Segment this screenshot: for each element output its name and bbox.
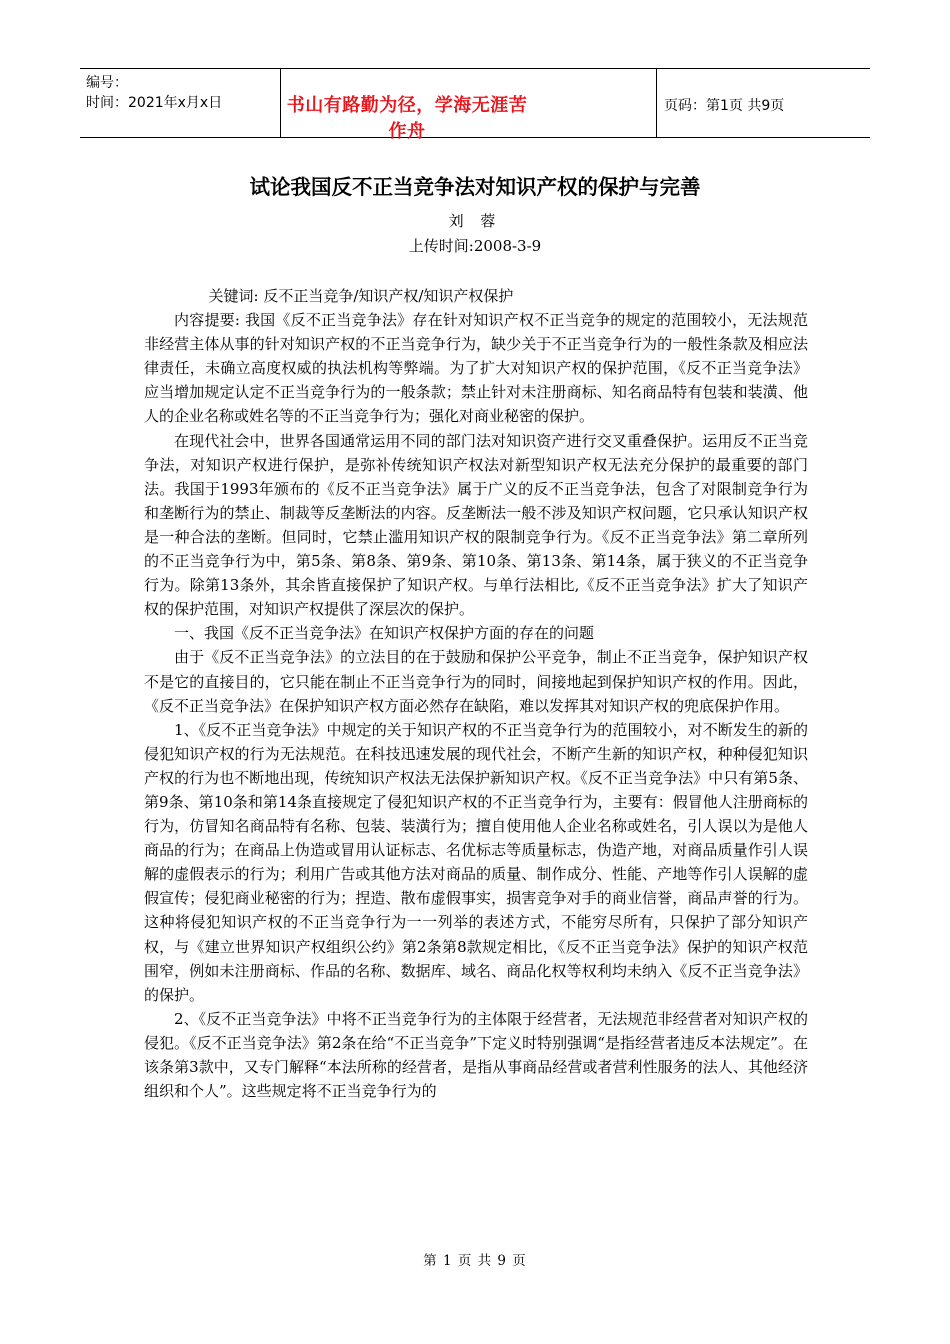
page-footer: 第 1 页 共 9 页 [423, 1253, 527, 1269]
document-header [80, 68, 870, 142]
paragraph: 2、《反不正当竞争法》中将不正当竞争行为的主体限于经营者，无法规范非经营者对知识产权的侵犯。《反不正当竞争法》第2条在给“不正当竞争”下定义时特别强调“是指经营者违反本法规定”。在该条第3款中，又专门解释“本法所称的经营者，是指从事商品经营或者营利性服务的法人、其他经济组织和个人”。这些规定将不正当竞争行为的 [144, 1009, 808, 1101]
article-title: 试论我国反不正当竞争法对知识产权的保护与完善 [249, 175, 701, 199]
article-author: 刘 蓉 [448, 212, 502, 230]
paragraph: 在现代社会中，世界各国通常运用不同的部门法对知识资产进行交叉重叠保护。运用反不正当竞争法，对知识产权进行保护，是弥补传统知识产权法对新型知识产权无法充分保护的最重要的部门法。我国于1993年颁布的《反不正当竞争法》属于广义的反不正当竞争法，包含了对限制竞争行为和垄断行为的禁止、制裁等反垄断法的内容。反垄断法一般不涉及知识产权问题，它只承认知识产权是一种合法的垄断。但同时，它禁止滥用知识产权的限制竞争行为。《反不正当竞争法》第二章所列的不正当竞争行为中，第5条、第8条、第9条、第10条、第13条、第14条，属于狭义的不正当竞争行为。除第13条外，其余皆直接保护了知识产权。与单行法相比,《反不正当竞争法》扩大了知识产权的保护范围，对知识产权提供了深层次的保护。 [144, 431, 808, 619]
upload-date: 上传时间:2008-3-9 [408, 237, 542, 255]
keywords: 关键词: 反不正当竞争/知识产权/知识产权保护 [208, 287, 514, 305]
paragraph: 由于《反不正当竞争法》的立法目的在于鼓励和保护公平竞争，制止不正当竞争，保护知识产权不是它的直接目的，它只能在制止不正当竞争行为的同时，间接地起到保护知识产权的作用。因此，《反不正当竞争法》在保护知识产权方面必然存在缺陷，难以发挥其对知识产权的兜底保护作用。 [144, 648, 808, 715]
number-label: 编号： [86, 75, 128, 91]
section-heading: 一、我国《反不正当竞争法》在知识产权保护方面的存在的问题 [174, 624, 595, 643]
header-motto: 书山有路勤为径，学海无涯苦作舟 [286, 95, 528, 142]
header-page-info: 页码：第1页 共9页 [664, 98, 785, 114]
article-body [144, 284, 808, 1103]
time-label: 时间：2021年x月x日 [86, 95, 223, 111]
paragraph: 1、《反不正当竞争法》中规定的关于知识产权的不正当竞争行为的范围较小，对不断发生的新的侵犯知识产权的行为无法规范。在科技迅速发展的现代社会，不断产生新的知识产权，种种侵犯知识产权的行为也不断地出现，传统知识产权法无法保护新知识产权。《反不正当竞争法》中只有第5条、第9条、第10条和第14条直接规定了侵犯知识产权的不正当竞争行为，主要有：假冒他人注册商标的行为，仿冒知名商品特有名称、包装、装潢行为；擅自使用他人企业名称或姓名，引人误以为是他人商品的行为；在商品上伪造或冒用认证标志、名优标志等质量标志，伪造产地，对商品质量作引人误解的虚假表示的行为；利用广告或其他方法对商品的质量、制作成分、性能、产地等作引人误解的虚假宣传；侵犯商业秘密的行为；捏造、散布虚假事实，损害竞争对手的商业信誉，商品声誉的行为。这种将侵犯知识产权的不正当竞争行为一一列举的表述方式，不能穷尽所有，只保护了部分知识产权，与《建立世界知识产权组织公约》第2条第8款规定相比，《反不正当竞争法》保护的知识产权范围窄，例如未注册商标、作品的名称、数据库、域名、商品化权等权利均未纳入《反不正当竞争法》的保护。 [144, 720, 808, 1004]
header-divider [656, 69, 657, 137]
header-meta [86, 73, 276, 113]
abstract: 内容提要: 我国《反不正当竞争法》存在针对知识产权不正当竞争的规定的范围较小，无法规范非经营主体从事的针对知识产权的不正当竞争行为，缺少关于不正当竞争行为的一般性条款及相应法律责任，未确立高度权威的执法机构等弊端。为了扩大对知识产权的保护范围，《反不正当竞争法》应当增加规定认定不正当竞争行为的一般条款；禁止针对未注册商标、知名商品特有包装和装潢、他人的企业名称或姓名等的不正当竞争行为；强化对商业秘密的保护。 [144, 311, 808, 426]
